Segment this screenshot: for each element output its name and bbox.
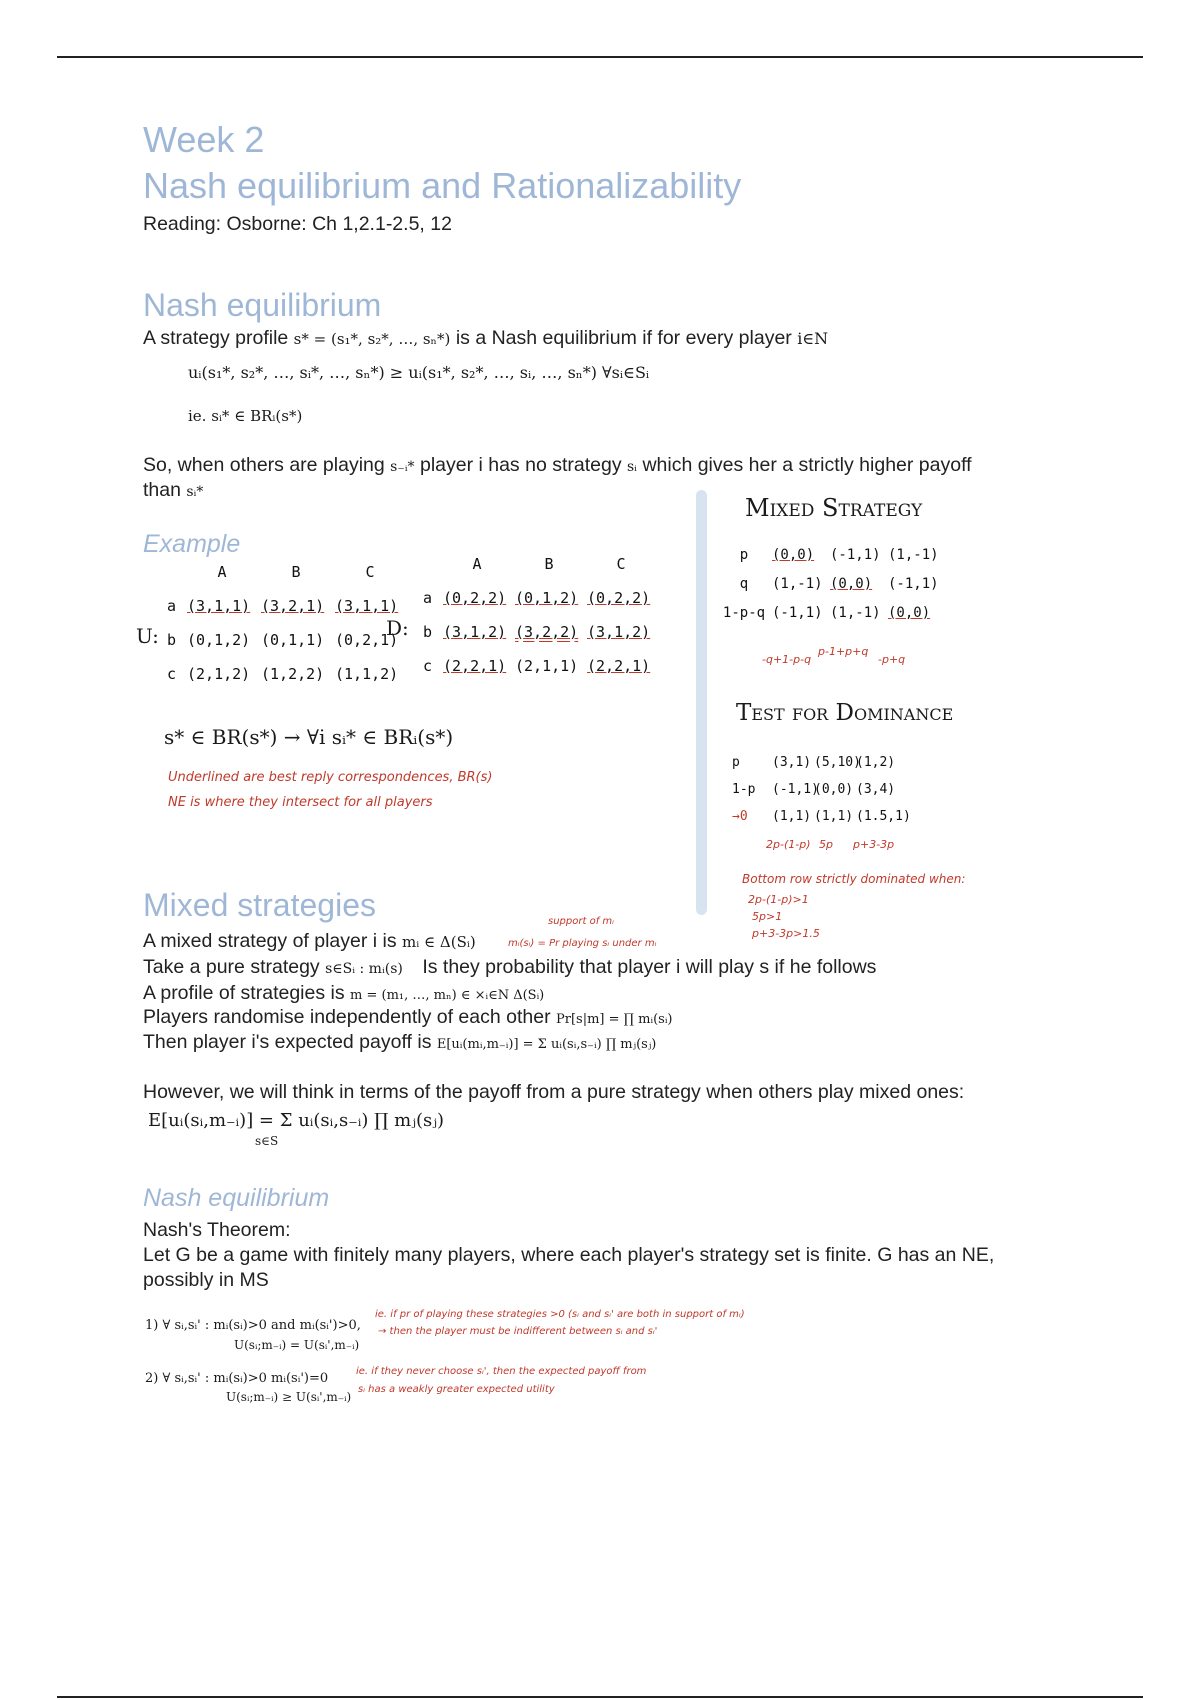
u-cell: (0,1,2) [187, 631, 251, 649]
mixed-line-5 [143, 1030, 656, 1057]
mixed-line-1 [143, 929, 476, 954]
u-cell: (3,1,1) [335, 597, 399, 615]
mixed-l1-note-top: support of mᵢ [548, 916, 614, 927]
dom-cell: (0,0) [814, 782, 854, 797]
dom-cond-1: 2p-(1-p)>1 [748, 893, 809, 906]
dom-cell: (3,4) [856, 782, 896, 797]
cond-2-note-1: ie. if they never choose sᵢ', then the expected payoff from [356, 1366, 647, 1377]
ms-cell: (-1,1) [772, 605, 823, 621]
week-title: Week 2 [143, 119, 265, 160]
d-cell: (0,2,2) [587, 589, 651, 607]
matrix-u [165, 563, 407, 683]
cond-1-note-2: → then the player must be indifferent between sᵢ and sᵢ' [378, 1326, 658, 1337]
dom-exp-2: 5p [819, 838, 833, 851]
ms-exp-3: -p+q [878, 653, 906, 666]
u-cell: (0,2,1) [335, 631, 399, 649]
dom-cell: (-1,1) [772, 782, 819, 797]
u-cell: (3,2,1) [261, 597, 325, 615]
so-c: which gives her a strictly higher payoff [642, 454, 972, 476]
mixed-strategy-heading: Mixed Strategy [745, 494, 923, 522]
mixed-l2b: Is they probability that player i will play s if he follows [422, 956, 877, 978]
mixed-l2-math: s∈Sᵢ : mᵢ(s) [325, 961, 403, 977]
ms-cell: (0,0) [772, 547, 815, 563]
example-note-2: NE is where they intersect for all players [168, 795, 433, 810]
mixed-l3: A profile of strategies is [143, 982, 345, 1004]
theorem-line-1: Let G be a game with finitely many players, where each player's strategy set is finite. G has an NE, [143, 1244, 995, 1266]
mixed-l5: Then player i's expected payoff is [143, 1031, 432, 1053]
d-col: A [472, 555, 482, 573]
mixed-line-4 [143, 1005, 673, 1032]
d-row-label: c [423, 657, 433, 675]
reading: Reading: Osborne: Ch 1,2.1-2.5, 12 [143, 213, 452, 235]
ms-cell: (0,0) [888, 605, 931, 621]
d-cell: (2,2,1) [587, 657, 651, 675]
ms-cell: (1,-1) [888, 547, 939, 563]
page-title: Nash equilibrium and Rationalizability [143, 165, 742, 206]
d-cell: (0,1,2) [515, 589, 579, 607]
mixed-heading: Mixed strategies [143, 887, 376, 923]
mixed-l6-math: E[uᵢ(sᵢ,m₋ᵢ)] = Σ uᵢ(sᵢ,s₋ᵢ) ∏ mⱼ(sⱼ) [148, 1110, 445, 1131]
u-col: C [365, 563, 375, 581]
mixed-l4: Players randomise independently of each other [143, 1006, 551, 1028]
u-cell: (1,1,2) [335, 665, 399, 683]
than-math: sᵢ* [186, 484, 204, 500]
ms-cell: (-1,1) [888, 576, 939, 592]
top-rule [57, 56, 1143, 58]
mixed-l2a: Take a pure strategy [143, 956, 320, 978]
than: than [143, 479, 181, 501]
u-cell: (3,1,1) [187, 597, 251, 615]
mixed-line-6: However, we will think in terms of the payoff from a pure strategy when others play mixed ones: [143, 1081, 965, 1103]
nash-theorem: Nash's Theorem: [143, 1219, 291, 1241]
nash-so [143, 453, 972, 479]
matrix-d [421, 555, 657, 675]
d-cell: (3,1,2) [587, 623, 651, 641]
dominance-heading: Test for Dominance [736, 700, 954, 726]
mixed-l1: A mixed strategy of player i is [143, 930, 397, 952]
so-m2: sᵢ [627, 459, 638, 475]
mixed-l1-math: mᵢ ∈ Δ(Sᵢ) [402, 933, 476, 951]
nash-heading: Nash equilibrium [143, 287, 382, 323]
ms-row-label: 1-p-q [722, 605, 766, 621]
ms-cell: (1,-1) [772, 576, 823, 592]
cond-2b: U(sᵢ;m₋ᵢ) ≥ U(sᵢ',m₋ᵢ) [226, 1390, 352, 1404]
so-a: So, when others are playing [143, 454, 385, 476]
mixed-l4-math: Pr[s|m] = ∏ mᵢ(sᵢ) [556, 1012, 673, 1027]
u-row-label: c [167, 665, 177, 683]
ms-exp-2: p-1+p+q [818, 645, 869, 658]
cond-2-note-2: sᵢ has a weakly greater expected utility [358, 1384, 555, 1395]
nash-definition [143, 326, 828, 351]
ms-cell: (0,0) [830, 576, 873, 592]
d-row-label: a [423, 589, 433, 607]
u-cell: (1,2,2) [261, 665, 325, 683]
dom-exp-3: p+3-3p [853, 838, 895, 851]
mixed-strategy-matrix [718, 547, 944, 621]
mixed-line-2 [143, 955, 876, 981]
ms-exp-1: -q+1-p-q [762, 653, 812, 666]
dom-exp-1: 2p-(1-p) [766, 838, 811, 851]
u-col: B [291, 563, 301, 581]
mixed-line-3 [143, 981, 544, 1008]
nash-than [143, 478, 203, 504]
ms-cell: (-1,1) [830, 547, 881, 563]
nash-intro-a: A strategy profile [143, 327, 289, 349]
dom-cell: (1,2) [856, 755, 896, 770]
dominance-matrix [730, 755, 911, 824]
d-col: B [544, 555, 554, 573]
u-row-label: a [167, 597, 177, 615]
theorem-line-2: possibly in MS [143, 1269, 269, 1291]
dom-cell: (5,10) [814, 755, 861, 770]
d-cell: (3,1,2) [443, 623, 507, 641]
d-col: C [616, 555, 626, 573]
dominance-note: Bottom row strictly dominated when: [742, 872, 966, 886]
nash-ie: ie. sᵢ* ∈ BRᵢ(s*) [188, 407, 303, 425]
d-cell: (3,2,2) [515, 623, 579, 641]
u-row-label: b [167, 631, 177, 649]
u-cell: (0,1,1) [261, 631, 325, 649]
player-math: i∈N [797, 329, 829, 348]
mixed-l5-math: E[uᵢ(mᵢ,m₋ᵢ)] = Σ uᵢ(sᵢ,s₋ᵢ) ∏ mⱼ(sⱼ) [436, 1037, 657, 1052]
ms-row-label: p [739, 547, 749, 563]
mixed-l1-note: mᵢ(sᵢ) = Pr playing sᵢ under mᵢ [508, 938, 657, 949]
mixed-l3-math: m = (m₁, …, mₙ) ∈ ×ᵢ∈N Δ(Sᵢ) [350, 988, 545, 1003]
matrix-u-label: U: [136, 624, 159, 648]
example-note-1: Underlined are best reply correspondences, BR(s) [168, 770, 493, 785]
d-row-label: b [423, 623, 433, 641]
matrix-d-label: D: [386, 616, 409, 640]
ms-cell: (1,-1) [830, 605, 881, 621]
dom-row-label: 1-p [732, 782, 756, 797]
dom-cond-3: p+3-3p>1.5 [752, 927, 820, 940]
ms-row-label: q [739, 576, 749, 592]
dom-cell: (1.5,1) [856, 809, 911, 824]
dom-row-label: →0 [732, 809, 748, 824]
profile-math: s* = (s₁*, s₂*, …, sₙ*) [293, 330, 451, 348]
so-b: player i has no strategy [419, 454, 622, 476]
column-divider [696, 490, 707, 915]
d-cell: (2,2,1) [443, 657, 507, 675]
br-math: s* ∈ BR(s*) → ∀i sᵢ* ∈ BRᵢ(s*) [164, 725, 454, 749]
ne-heading: Nash equilibrium [143, 1184, 330, 1212]
d-cell: (2,1,1) [515, 657, 579, 675]
example-heading: Example [143, 530, 241, 558]
dom-row-label: p [732, 755, 740, 770]
dom-cell: (3,1) [772, 755, 812, 770]
so-m1: s₋ᵢ* [390, 459, 415, 475]
cond-1-note-1: ie. if pr of playing these strategies >0 (sᵢ and sᵢ' are both in support of mᵢ) [375, 1309, 745, 1320]
u-col: A [217, 563, 227, 581]
d-cell: (0,2,2) [443, 589, 507, 607]
nash-intro-b: is a Nash equilibrium if for every player [455, 327, 792, 349]
cond-1a: 1) ∀ sᵢ,sᵢ' : mᵢ(sᵢ)>0 and mᵢ(sᵢ')>0, [145, 1318, 361, 1333]
mixed-l6-sub: s∈S [255, 1134, 279, 1148]
dom-cell: (1,1) [772, 809, 812, 824]
cond-1b: U(sᵢ;m₋ᵢ) = U(sᵢ',m₋ᵢ) [234, 1338, 360, 1352]
dom-cell: (1,1) [814, 809, 854, 824]
bottom-rule [57, 1696, 1143, 1698]
cond-2a: 2) ∀ sᵢ,sᵢ' : mᵢ(sᵢ)>0 mᵢ(sᵢ')=0 [145, 1371, 329, 1386]
dom-cond-2: 5p>1 [752, 910, 783, 923]
nash-inequality: uᵢ(s₁*, s₂*, …, sᵢ*, …, sₙ*) ≥ uᵢ(s₁*, s₂*, …, sᵢ, …, sₙ*) ∀sᵢ∈Sᵢ [188, 363, 650, 382]
u-cell: (2,1,2) [187, 665, 251, 683]
